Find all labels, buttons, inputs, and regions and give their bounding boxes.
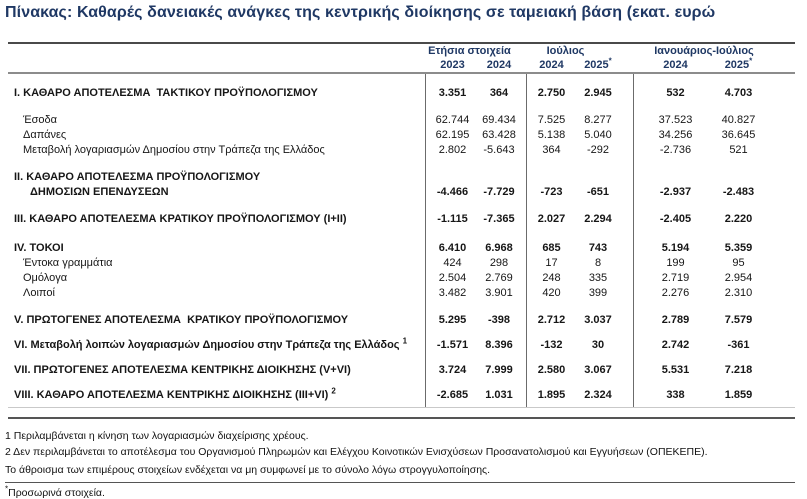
value-cell: 36.645 xyxy=(721,129,756,141)
value-cell: -4.466 xyxy=(436,186,469,198)
value-cell: 364 xyxy=(489,87,509,99)
value-cell: 7.579 xyxy=(724,314,753,326)
value-cell: 5.359 xyxy=(724,242,753,254)
value-cell: -2.405 xyxy=(659,213,692,225)
value-cell: -651 xyxy=(586,186,610,198)
value-cell: 17 xyxy=(545,257,558,269)
table-row xyxy=(8,256,795,271)
value-cell: 335 xyxy=(588,272,608,284)
value-cell: 40.827 xyxy=(721,114,756,126)
page-title xyxy=(5,4,807,22)
table-inner-bottom-rule xyxy=(8,407,795,408)
value-cell: 5.295 xyxy=(438,314,467,326)
value-cell: 3.351 xyxy=(438,87,467,99)
value-cell: 2.580 xyxy=(537,364,566,376)
value-cell: 3.037 xyxy=(584,314,612,326)
provisional-asterisk: * xyxy=(749,56,753,66)
row-label: Έσοδα xyxy=(23,114,58,126)
value-cell: 5.138 xyxy=(537,129,566,141)
value-cell: 34.256 xyxy=(658,129,693,141)
provisional-asterisk: * xyxy=(608,56,612,66)
value-cell: 2.220 xyxy=(724,213,753,225)
value-cell: -361 xyxy=(727,339,750,351)
year-column-header: 2024 xyxy=(539,59,564,71)
value-cell: 2.802 xyxy=(438,144,467,156)
value-cell: 6.410 xyxy=(438,242,467,254)
table-row xyxy=(8,338,795,353)
title-unit-word-1: εκατ. xyxy=(632,4,670,22)
value-cell: 521 xyxy=(729,144,748,156)
table-row xyxy=(8,170,795,200)
value-cell: 8 xyxy=(594,257,602,269)
value-cell: 2.769 xyxy=(485,272,513,284)
value-cell: 5.531 xyxy=(661,364,690,376)
value-cell: -5.643 xyxy=(483,144,515,156)
row-label: Δαπάνες xyxy=(23,129,67,141)
value-cell: 199 xyxy=(666,257,685,269)
value-cell: 1.859 xyxy=(724,389,753,401)
value-cell: 5.194 xyxy=(661,242,690,254)
year-column-header: 2023 xyxy=(440,59,465,71)
value-cell: 424 xyxy=(443,257,462,269)
year-column-header: 2025* xyxy=(724,56,753,71)
table-row xyxy=(8,113,795,128)
value-cell: 2.945 xyxy=(584,87,612,99)
value-cell: 2.954 xyxy=(724,272,753,284)
row-label: Λοιποί xyxy=(23,287,55,299)
column-group-jan-july: Ιανουάριος-Ιούλιος xyxy=(654,45,754,57)
footnote-2: 2 Δεν περιλαμβάνεται το αποτέλεσμα του Οργανισμού Πληρωμών και Ελέγχου Κοινοτικών Ενισχύσεων Προσανατολισμού και Εγγυήσεων (ΟΠΕΚΕΠΕ). xyxy=(5,446,708,458)
value-cell: -1.115 xyxy=(437,213,468,225)
footnote-rule xyxy=(5,482,795,483)
value-cell: 69.434 xyxy=(482,114,516,126)
value-cell: 62.744 xyxy=(435,114,470,126)
table-body xyxy=(8,74,795,407)
value-cell: 3.724 xyxy=(438,364,467,376)
value-cell: 298 xyxy=(489,257,509,269)
table-row xyxy=(8,363,795,378)
footnotes xyxy=(5,428,802,499)
table-header-groups-row xyxy=(8,44,795,59)
table-row xyxy=(8,313,795,328)
footnote-reference: 1 xyxy=(402,336,408,346)
value-cell: 2.324 xyxy=(584,389,612,401)
table-row xyxy=(8,271,795,286)
row-label: Έντοκα γραμμάτια xyxy=(23,257,113,269)
value-cell: 3.901 xyxy=(485,287,513,299)
value-cell: 2.742 xyxy=(661,339,690,351)
footnote-rounding: Το άθροισμα των επιμέρους στοιχείων ενδέχεται να μη συμφωνεί με το σύνολο λόγω στρογγυλοποίησης. xyxy=(5,464,491,476)
column-group-july: Ιούλιος xyxy=(546,45,585,57)
table-bottom-rule xyxy=(8,417,795,419)
table-row xyxy=(8,241,795,256)
value-cell: 743 xyxy=(588,242,608,254)
value-cell: 37.523 xyxy=(658,114,693,126)
value-cell: 1.031 xyxy=(485,389,513,401)
row-label: IV. ΤΟΚΟΙ xyxy=(14,242,64,254)
value-cell: 2.712 xyxy=(537,314,566,326)
value-cell: 2.294 xyxy=(584,213,612,225)
column-divider xyxy=(526,74,527,407)
row-label: III. ΚΑΘΑΡΟ ΑΠΟΤΕΛΕΣΜΑ ΚΡΑΤΙΚΟΥ ΠΡΟΫΠΟΛΟΓΙΣΜΟΥ (I+II) xyxy=(14,213,347,225)
value-cell: 5.040 xyxy=(584,129,612,141)
table-row xyxy=(8,143,795,158)
value-cell: 2.789 xyxy=(661,314,690,326)
value-cell: -2.483 xyxy=(722,186,755,198)
value-cell: 685 xyxy=(542,242,561,254)
value-cell: -398 xyxy=(487,314,511,326)
value-cell: 30 xyxy=(591,339,605,351)
row-label: Μεταβολή λογαριασμών Δημοσίου στην Τράπεζα της Ελλάδος xyxy=(23,144,325,156)
value-cell: 1.895 xyxy=(537,389,566,401)
footnote-reference: 2 xyxy=(331,386,336,396)
footnote-asterisk: * xyxy=(5,484,9,494)
value-cell: 7.999 xyxy=(485,364,513,376)
value-cell: 7.525 xyxy=(537,114,566,126)
value-cell: 2.276 xyxy=(661,287,690,299)
value-cell: -723 xyxy=(540,186,563,198)
value-cell: 338 xyxy=(666,389,685,401)
value-cell: 2.750 xyxy=(537,87,566,99)
value-cell: 2.310 xyxy=(724,287,753,299)
value-cell: 2.719 xyxy=(661,272,690,284)
title-unit-sep xyxy=(670,4,675,21)
row-label: VI. Μεταβολή λοιπών λογαριασμών Δημοσίου στην Τράπεζα της Ελλάδος $^1$ xyxy=(14,336,408,351)
title-paren: ( xyxy=(626,4,633,21)
table-header-years-row xyxy=(8,56,795,71)
value-cell: 63.428 xyxy=(482,129,516,141)
column-divider xyxy=(633,74,634,407)
column-divider xyxy=(425,74,426,407)
value-cell: 95 xyxy=(732,257,745,269)
table-row xyxy=(8,212,795,227)
year-column-header: 2024 xyxy=(663,59,688,71)
year-column-header: 2025* xyxy=(584,56,612,71)
row-label: VIII. ΚΑΘΑΡΟ ΑΠΟΤΕΛΕΣΜΑ ΚΕΝΤΡΙΚΗΣ ΔΙΟΙΚΗΣΗΣ (III+VI) $^2$ xyxy=(14,386,336,401)
value-cell: -2.685 xyxy=(436,389,469,401)
value-cell: -7.729 xyxy=(483,186,515,198)
row-label: VII. ΠΡΩΤΟΓΕΝΕΣ ΑΠΟΤΕΛΕΣΜΑ ΚΕΝΤΡΙΚΗΣ ΔΙΟΙΚΗΣΗΣ (V+VI) xyxy=(14,364,351,376)
value-cell: 2.027 xyxy=(537,213,566,225)
value-cell: -2.736 xyxy=(659,144,692,156)
value-cell: -292 xyxy=(586,144,610,156)
value-cell: 62.195 xyxy=(435,129,470,141)
year-column-header: 2024 xyxy=(486,59,512,71)
value-cell: 8.277 xyxy=(584,114,612,126)
row-label: I. ΚΑΘΑΡΟ ΑΠΟΤΕΛΕΣΜΑ ΤΑΚΤΙΚΟΥ ΠΡΟΫΠΟΛΟΓΙΣΜΟΥ xyxy=(14,87,318,99)
footnote-provisional-text: Προσωρινά στοιχεία. xyxy=(8,487,105,499)
value-cell: -2.937 xyxy=(659,186,692,198)
value-cell: 399 xyxy=(588,287,608,299)
value-cell: 3.067 xyxy=(584,364,612,376)
value-cell: 6.968 xyxy=(485,242,513,254)
value-cell: 420 xyxy=(542,287,561,299)
row-label: V. ΠΡΩΤΟΓΕΝΕΣ ΑΠΟΤΕΛΕΣΜΑ ΚΡΑΤΙΚΟΥ ΠΡΟΫΠΟΛΟΓΙΣΜΟΥ xyxy=(14,314,349,326)
budget-table xyxy=(8,42,795,419)
value-cell: -7.365 xyxy=(483,213,515,225)
footnote-1: 1 Περιλαμβάνεται η κίνηση των λογαριασμών διαχείρισης χρέους. xyxy=(5,430,309,442)
title-text: Πίνακας: Καθαρές δανειακές ανάγκες της κεντρικής διοίκησης σε ταμειακή βάση xyxy=(5,4,627,21)
table-row xyxy=(8,128,795,143)
table-row xyxy=(8,86,795,101)
row-label: Ομόλογα xyxy=(23,272,68,284)
value-cell: 2.504 xyxy=(438,272,467,284)
value-cell: 532 xyxy=(666,87,685,99)
value-cell: -132 xyxy=(540,339,563,351)
value-cell: 3.482 xyxy=(438,287,467,299)
table-row xyxy=(8,286,795,301)
value-cell: 8.396 xyxy=(485,339,513,351)
column-group-annual: Ετήσια στοιχεία xyxy=(428,45,511,57)
value-cell: 4.703 xyxy=(724,87,753,99)
value-cell: 7.218 xyxy=(724,364,753,376)
row-label: II. ΚΑΘΑΡΟ ΑΠΟΤΕΛΕΣΜΑ ΠΡΟΫΠΟΛΟΓΙΣΜΟΥ ΔΗΜΟΣΙΩΝ ΕΠΕΝΔΥΣΕΩΝ xyxy=(14,171,261,198)
value-cell: 248 xyxy=(542,272,561,284)
value-cell: -1.571 xyxy=(436,339,469,351)
title-unit-word-2: ευρώ xyxy=(675,4,716,22)
footnote-provisional xyxy=(5,485,802,499)
value-cell: 364 xyxy=(542,144,561,156)
table-row xyxy=(8,388,795,403)
